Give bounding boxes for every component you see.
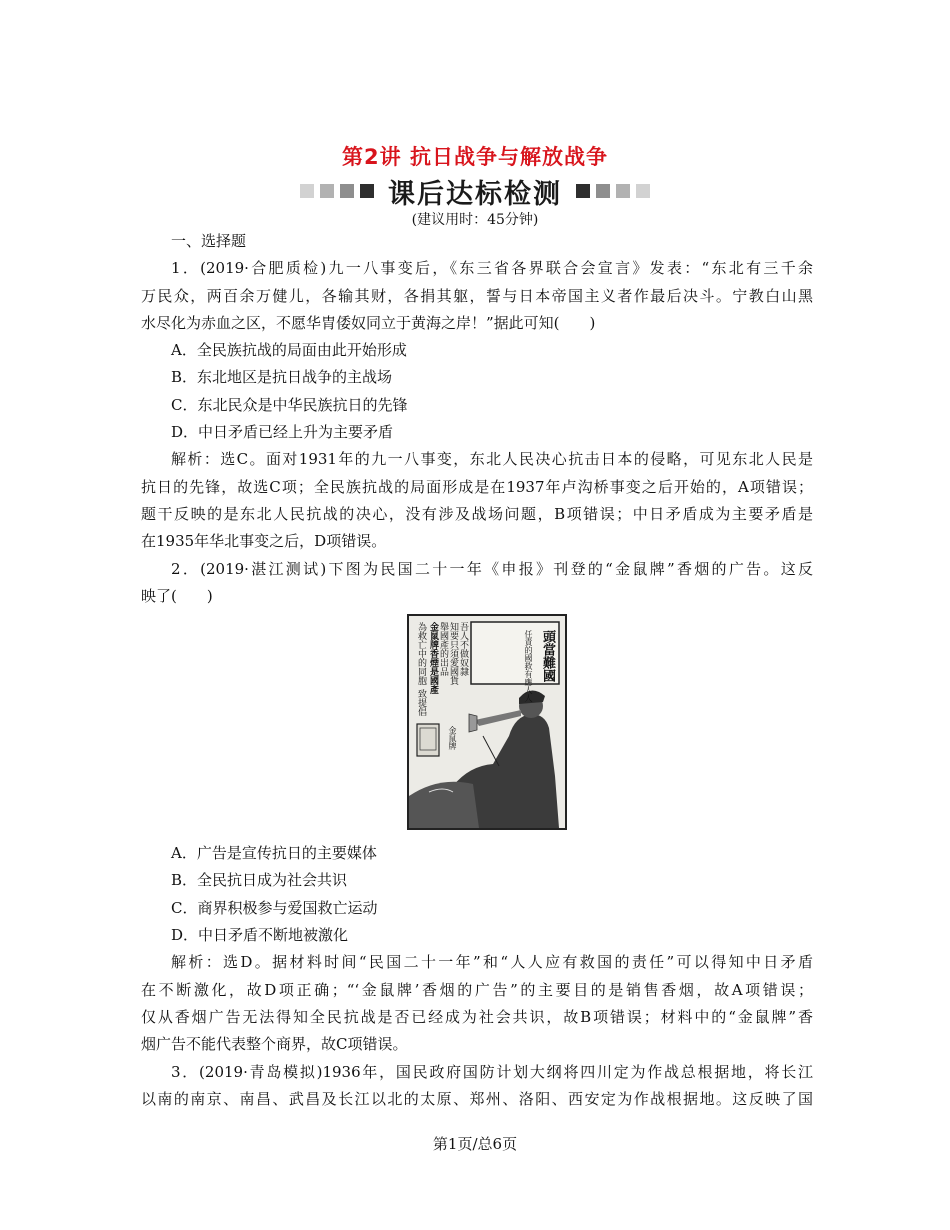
decor-square	[616, 184, 630, 198]
question-list	[141, 228, 813, 1113]
ad-copy-column: 金鼠牌香煙是國產	[428, 622, 438, 695]
q1-analysis-line: 题干反映的是东北人民抗战的决心，没有涉及战场问题，B项错误；中日矛盾成为主要矛盾是	[141, 504, 813, 523]
q2-analysis-line: 仅从香烟广告无法得知全民抗战是否已经成为社会共识，故B项错误；材料中的“金鼠牌”香	[141, 1007, 813, 1026]
q2-option-c: C．商界积极参与爱国救亡运动	[171, 898, 378, 917]
decor-square	[300, 184, 314, 198]
ad-pack-label: 金鼠牌	[448, 726, 457, 751]
bugle-icon	[475, 710, 521, 726]
q1-option-c: C．东北民众是中华民族抗日的先锋	[171, 395, 408, 414]
ad-headline: 頭當難國	[540, 630, 555, 683]
ad-copy-column: 為救亡中的同胞	[416, 622, 426, 686]
q2-stem-line: 映了( )	[141, 586, 213, 605]
ad-copy-column: 舉國產的出品	[438, 622, 448, 677]
decor-square	[360, 184, 374, 198]
ad-copy-column: 知要只須愛國貨	[448, 622, 458, 686]
q2-option-d: D．中日矛盾不断地被激化	[171, 926, 349, 945]
q2-option-b: B．全民抗日成为社会共识	[171, 871, 348, 890]
lecture-title: 第2讲 抗日战争与解放战争	[342, 145, 608, 169]
q2-analysis-line: 解析：选D。据材料时间“民国二十一年”和“人人应有救国的责任”可以得知中日矛盾	[171, 953, 813, 972]
banner-right-squares	[576, 184, 650, 198]
q1-option-b: B．东北地区是抗日战争的主战场	[171, 368, 393, 387]
banner-left-squares	[300, 184, 374, 198]
q2-analysis-line: 烟广告不能代表整个商界，故C项错误。	[141, 1035, 408, 1054]
banner-title: 课后达标检测	[388, 178, 562, 210]
ad-copy-column: 吾人不做奴隸	[458, 622, 468, 677]
q3-stem-line: 以南的南京、南昌、武昌及长江以北的太原、郑州、洛阳、西安定为作战根据地。这反映了国	[141, 1089, 813, 1108]
q1-stem-line: 万民众，两百余万健儿，各输其财，各捐其躯，誓与日本帝国主义者作最后决斗。宁教白山黑	[141, 286, 813, 305]
q1-option-a: A．全民族抗战的局面由此开始形成	[171, 341, 407, 360]
q2-analysis-line: 在不断激化，故D项正确；“‘金鼠牌’香烟的广告”的主要目的是销售香烟，故A项错误；	[141, 980, 813, 999]
decor-square	[320, 184, 334, 198]
decor-square	[636, 184, 650, 198]
decor-square	[576, 184, 590, 198]
q2-stem-line: 2．(2019·湛江测试)下图为民国二十一年《申报》刊登的“金鼠牌”香烟的广告。这反	[171, 559, 813, 578]
q1-analysis-line: 在1935年华北事变之后，D项错误。	[141, 532, 387, 551]
q2-option-a: A．广告是宣传抗日的主要媒体	[171, 844, 377, 863]
q1-stem-line: 1．(2019·合肥质检)九一八事变后，《东三省各界联合会宣言》发表：“东北有三千余	[171, 259, 813, 278]
section-banner	[0, 174, 950, 208]
decor-square	[340, 184, 354, 198]
ad-subline: 任責的國救有應人人	[524, 630, 533, 703]
q1-analysis-line: 解析：选C。面对1931年的九一八事变，东北人民决心抗击日本的侵略，可见东北人民是	[171, 450, 813, 469]
q1-stem-line: 水尽化为赤血之区，不愿华胄倭奴同立于黄海之岸！”据此可知( )	[141, 313, 596, 332]
figure-container	[141, 610, 813, 840]
page-number-footer: 第1页/总6页	[432, 1135, 518, 1153]
q1-analysis-line: 抗日的先锋，故选C项；全民族抗战的局面形成是在1937年卢沟桥事变之后开始的，A项错误；	[141, 477, 813, 496]
ad-copy-column: 一致提倡	[416, 680, 426, 717]
time-note: (建议用时：45分钟)	[411, 212, 539, 228]
cigarette-advertisement-image	[407, 614, 567, 830]
q3-stem-line: 3．(2019·青岛模拟)1936年，国民政府国防计划大纲将四川定为作战总根据地，将长江	[171, 1062, 813, 1081]
decor-square	[596, 184, 610, 198]
section-heading: 一、选择题	[171, 232, 247, 250]
q1-option-d: D．中日矛盾已经上升为主要矛盾	[171, 423, 394, 442]
